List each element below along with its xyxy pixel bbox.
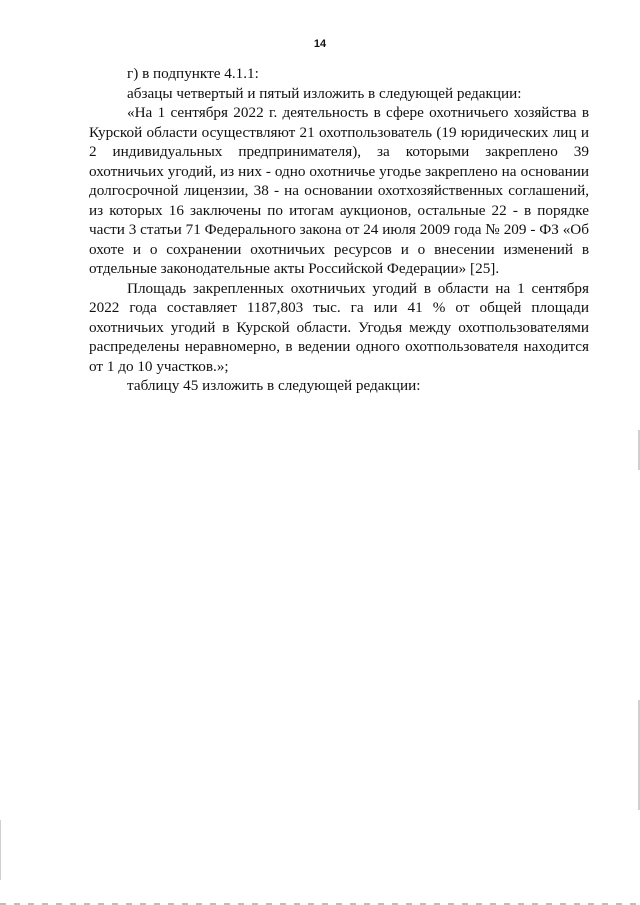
scan-edge-mark bbox=[0, 820, 1, 880]
document-body bbox=[89, 64, 589, 396]
paragraph-table-instruction: таблицу 45 изложить в следующей редакции: bbox=[127, 377, 421, 394]
paragraph-hunting-area: Площадь закрепленных охотничьих угодий в области на 1 сентября 2022 года составляет 1187,803 тыс. га или 41 % от общей площади охотничьих угодий в Курской области. Угодья между охотпользователями распределены неравномерно, в ведении одного охотпользователя находится от 1 до 10 участков.»; bbox=[89, 279, 589, 375]
paragraph-hunting-activity: «На 1 сентября 2022 г. деятельность в сфере охотничьего хозяйства в Курской области осуществляют 21 охотпользователь (19 юридических лиц и 2 индивидуальных предпринимателя), за которыми закреплено 39 охотничьих угодий, из них - одно охотничье угодье закреплено на основании долгосрочной лицензии, 38 - на основании охотхозяйственных соглашений, из которых 16 заключены по итогам аукционов, остальные 22 - в порядке части 3 статьи 71 Федерального закона от 24 июля 2009 года № 209 - ФЗ «Об охоте и о сохранении охотничьих ресурсов и о внесении изменений в отдельные законодательные акты Российской Федерации» [25]. bbox=[89, 104, 589, 277]
paragraph-subpoint-heading: г) в подпункте 4.1.1: bbox=[127, 65, 259, 82]
paragraph-instruction: абзацы четвертый и пятый изложить в следующей редакции: bbox=[127, 84, 522, 102]
page-number: 14 bbox=[313, 38, 327, 50]
